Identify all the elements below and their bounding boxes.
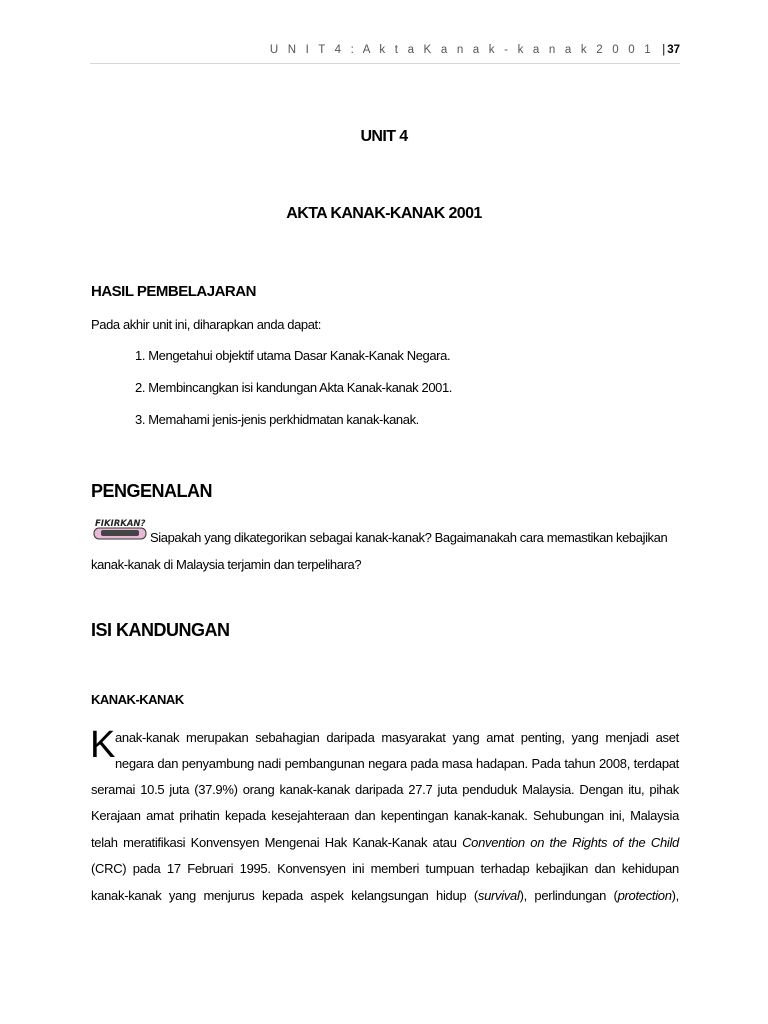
objective-item: 3. Memahami jenis-jenis perkhidmatan kanak-kanak. bbox=[135, 412, 419, 427]
body-paragraph-start bbox=[115, 725, 679, 778]
italic-term: protection bbox=[617, 887, 672, 903]
body-paragraph bbox=[91, 777, 679, 909]
objective-item: 1. Mengetahui objektif utama Dasar Kanak-Kanak Negara. bbox=[135, 348, 451, 363]
objective-item: 2. Membincangkan isi kandungan Akta Kanak-kanak 2001. bbox=[135, 380, 453, 395]
introduction-line-2: kanak-kanak di Malaysia terjamin dan terpelihara? bbox=[91, 557, 362, 572]
page-number: 37 bbox=[667, 44, 680, 56]
act-title: AKTA KANAK-KANAK 2001 bbox=[286, 205, 482, 222]
italic-term: Convention on the Rights of the Child bbox=[462, 834, 679, 850]
introduction-heading: PENGENALAN bbox=[91, 481, 213, 501]
body-text-run: telah meratifikasi Konvensyen Mengenai Hak Kanak-Kanak atau bbox=[91, 834, 463, 850]
introduction-line-1: Siapakah yang dikategorikan sebagai kanak-kanak? Bagaimanakah cara memastikan kebajikan bbox=[150, 530, 668, 545]
running-header bbox=[270, 44, 680, 56]
body-line: seramai 10.5 juta (37.9%) orang kanak-kanak daripada 27.7 juta penduduk Malaysia. Dengan itu, pihak bbox=[91, 782, 679, 797]
drop-cap: K bbox=[90, 724, 116, 766]
body-text-run: ), bbox=[671, 887, 679, 903]
body-line bbox=[91, 830, 679, 856]
body-text-run: kanak-kanak yang menjurus kepada aspek kelangsungan hidup ( bbox=[91, 887, 478, 903]
body-line: negara dan penyambung nadi pembangunan negara pada masa hadapan. Pada tahun 2008, terdapat bbox=[115, 756, 679, 772]
body-line: anak-kanak merupakan sebahagian daripada masyarakat yang amat penting, yang menjadi aset bbox=[115, 730, 679, 745]
contents-subheading: KANAK-KANAK bbox=[91, 692, 184, 707]
italic-term: survival bbox=[477, 887, 520, 903]
unit-title: UNIT 4 bbox=[360, 128, 408, 145]
thinking-logo-icon bbox=[93, 515, 147, 541]
header-separator: | bbox=[662, 44, 666, 56]
body-line: (CRC) pada 17 Februari 1995. Konvensyen ini memberi tumpuan terhadap kebajikan dan kehidupan bbox=[91, 861, 679, 877]
body-text-run: ), perlindungan ( bbox=[519, 887, 618, 903]
body-line bbox=[91, 883, 679, 909]
header-rule bbox=[90, 63, 680, 64]
body-line: Kerajaan amat prihatin kepada kesejahteraan dan kepentingan kanak-kanak. Sehubungan ini, Malaysia bbox=[91, 808, 679, 824]
running-title: U N I T 4 : A k t a K a n a k - k a n a k 2 0 0 1 bbox=[269, 44, 654, 56]
learning-outcomes-intro: Pada akhir unit ini, diharapkan anda dapat: bbox=[91, 317, 321, 332]
contents-heading: ISI KANDUNGAN bbox=[91, 620, 230, 640]
learning-outcomes-heading: HASIL PEMBELAJARAN bbox=[91, 283, 256, 300]
logo-label: FIKIRKAN? bbox=[95, 519, 146, 529]
